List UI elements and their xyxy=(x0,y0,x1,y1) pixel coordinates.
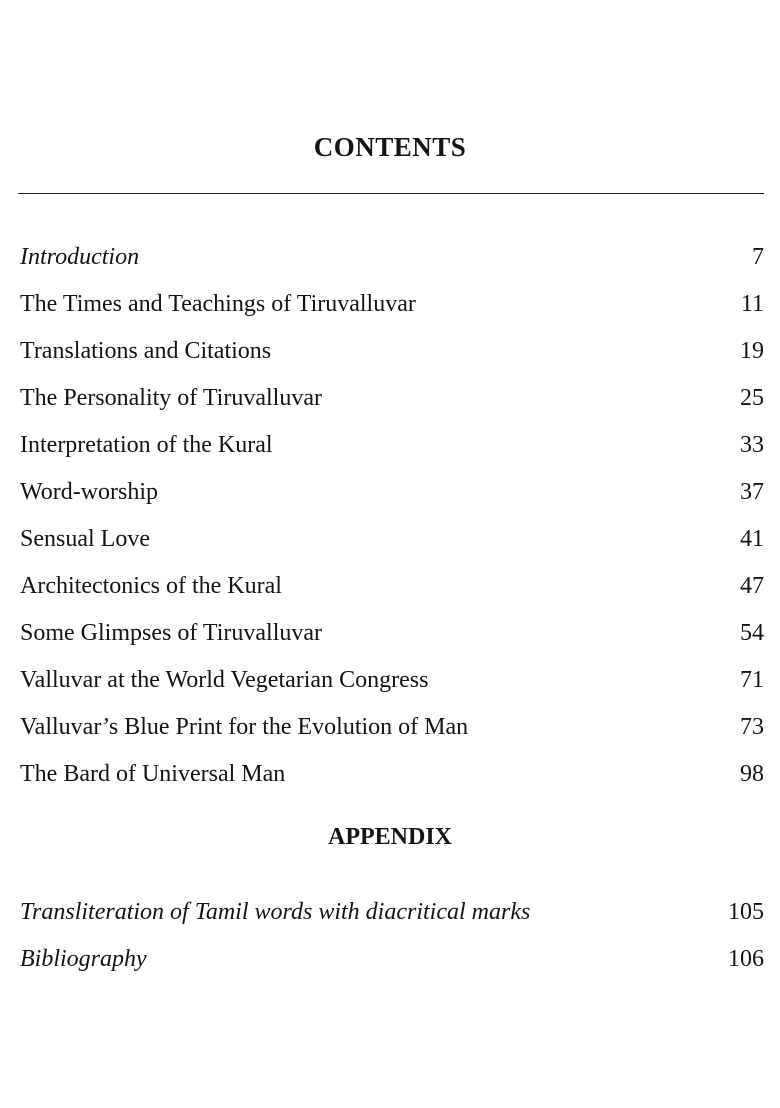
contents-heading: CONTENTS xyxy=(313,132,467,162)
toc-entry-personality xyxy=(0,375,780,422)
toc-entry-title: The Bard of Universal Man xyxy=(20,761,286,787)
toc-entry-page: 71 xyxy=(740,667,764,693)
toc-entry-translations-and-citations xyxy=(0,328,780,375)
appendix-entry-page: 105 xyxy=(728,899,764,925)
toc-entry-some-glimpses xyxy=(0,610,780,657)
toc-entry-title: Valluvar at the World Vegetarian Congress xyxy=(20,667,429,693)
appendix-entry-bibliography xyxy=(0,936,780,983)
toc-entry-page: 73 xyxy=(740,714,764,740)
toc-entry-sensual-love xyxy=(0,516,780,563)
toc-entry-word-worship xyxy=(0,469,780,516)
toc-entry-page: 19 xyxy=(740,338,764,364)
toc-entry-interpretation xyxy=(0,422,780,469)
appendix-heading: APPENDIX xyxy=(328,824,452,850)
appendix-entry-transliteration xyxy=(0,889,780,936)
toc-entry-times-and-teachings xyxy=(0,281,780,328)
toc-entry-title: Word-worship xyxy=(20,479,159,505)
toc-entry-title: The Times and Teachings of Tiruvalluvar xyxy=(20,291,416,317)
toc-entry-title: Introduction xyxy=(20,244,140,270)
toc-entry-page: 54 xyxy=(740,620,764,646)
appendix-entry-page: 106 xyxy=(728,946,764,972)
heading-rule xyxy=(18,193,764,194)
toc-entry-bard-of-universal-man xyxy=(0,751,780,798)
toc-entry-title: Interpretation of the Kural xyxy=(20,432,273,458)
toc-entry-introduction xyxy=(0,234,780,281)
toc-entry-title: Architectonics of the Kural xyxy=(20,573,282,599)
toc-entry-page: 33 xyxy=(740,432,764,458)
appendix-entry-title: Bibliography xyxy=(20,946,147,972)
toc-entry-page: 47 xyxy=(740,573,764,599)
toc-entry-architectonics xyxy=(0,563,780,610)
toc-entry-title: Valluvar’s Blue Print for the Evolution of Man xyxy=(20,714,469,740)
toc-list xyxy=(0,234,780,798)
toc-entry-page: 41 xyxy=(740,526,764,552)
toc-entry-page: 98 xyxy=(740,761,764,787)
toc-entry-page: 37 xyxy=(740,479,764,505)
appendix-list xyxy=(0,889,780,983)
toc-entry-title: Sensual Love xyxy=(20,526,150,552)
toc-entry-vegetarian-congress xyxy=(0,657,780,704)
toc-entry-page: 25 xyxy=(740,385,764,411)
toc-entry-title: Translations and Citations xyxy=(20,338,272,364)
toc-entry-page: 11 xyxy=(740,291,764,317)
toc-entry-blue-print xyxy=(0,704,780,751)
toc-entry-title: The Personality of Tiruvalluvar xyxy=(20,385,322,411)
appendix-entry-title: Transliteration of Tamil words with diacritical marks xyxy=(20,899,531,925)
toc-entry-title: Some Glimpses of Tiruvalluvar xyxy=(20,620,323,646)
toc-entry-page: 7 xyxy=(752,244,764,270)
